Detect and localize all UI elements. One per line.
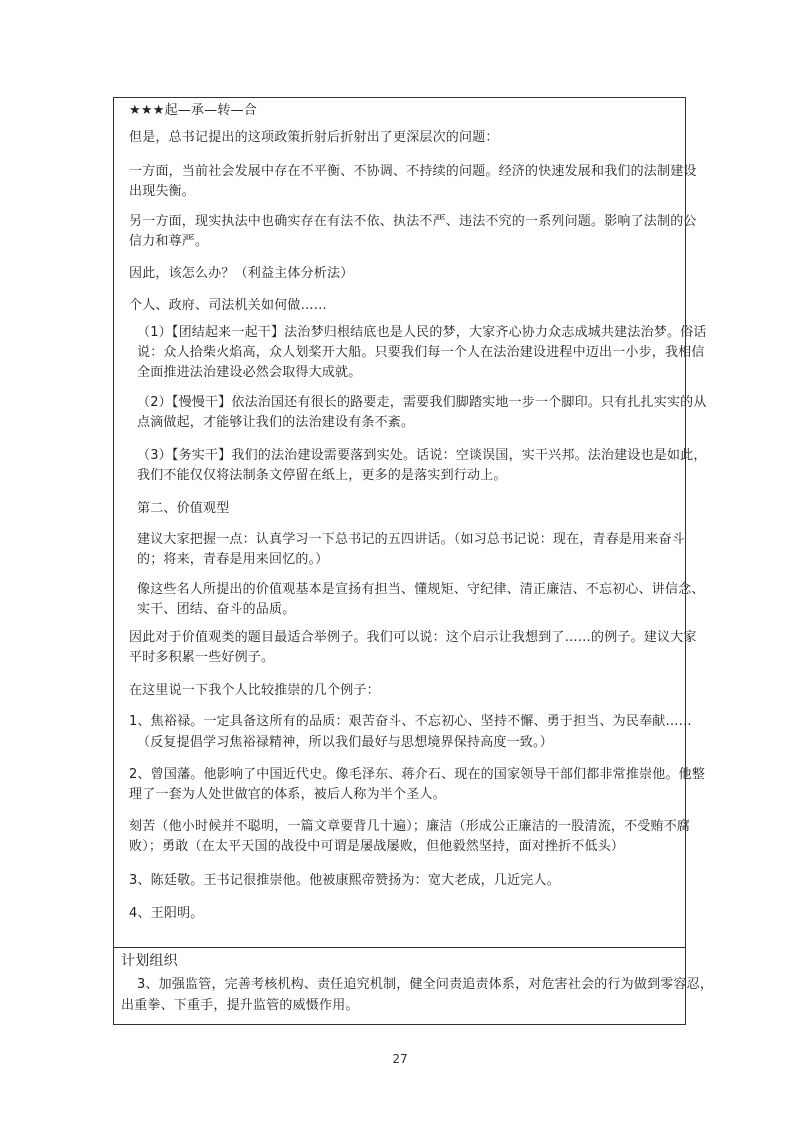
paragraph: 4、王阳明。 bbox=[129, 906, 204, 921]
paragraph-line: 建议大家把握一点：认真学习一下总书记的五四讲话。（如习总书记说：现在，青春是用来奋斗 bbox=[137, 532, 685, 547]
paragraph-line: 的；将来，青春是用来回忆的。） bbox=[137, 552, 329, 567]
section-divider bbox=[113, 947, 686, 948]
paragraph-line: 因此对于价值观类的题目最适合举例子。我们可以说：这个启示让我想到了……的例子。建议大家 bbox=[129, 630, 697, 645]
method-heading: ★★★起—承—转—合 bbox=[129, 103, 257, 118]
paragraph-line: 像这些名人所提出的价值观基本是宣扬有担当、懂规矩、守纪律、清正廉洁、不忘初心、讲信念、 bbox=[137, 582, 705, 597]
paragraph: 但是，总书记提出的这项政策折射后折射出了更深层次的问题： bbox=[129, 130, 499, 145]
paragraph-line: 实干、团结、奋斗的品质。 bbox=[137, 602, 296, 617]
paragraph: 个人、政府、司法机关如何做…… bbox=[129, 298, 328, 313]
paragraph-line: 2、曾国藩。他影响了中国近代史。像毛泽东、蒋介石、现在的国家领导干部们都非常推崇他。他整 bbox=[129, 767, 706, 782]
paragraph-line: 平时多积累一些好例子。 bbox=[129, 650, 275, 665]
section-label: 计划组织 bbox=[121, 953, 178, 969]
section-subheading: 第二、价值观型 bbox=[137, 501, 230, 516]
paragraph-line: 1、焦裕禄。一定具备这所有的品质：艰苦奋斗、不忘初心、坚持不懈、勇于担当、为民奉献…… bbox=[129, 714, 692, 729]
paragraph-line: 说：众人拾柴火焰高，众人划桨开大船。只要我们每一个人在法治建设进程中迈出一小步，我相信 bbox=[137, 345, 705, 360]
paragraph-line: 败）；勇敢（在太平天国的战役中可谓是屡战屡败，但他毅然坚持，面对挫折不低头） bbox=[129, 839, 625, 854]
paragraph-line: 另一方面，现实执法中也确实存在有法不依、执法不严、违法不究的一系列问题。影响了法制的公 bbox=[129, 214, 697, 229]
paragraph: 在这里说一下我个人比较推崇的几个例子： bbox=[129, 683, 380, 698]
paragraph-line: （1）【团结起来一起干】法治梦归根结底也是人民的梦，大家齐心协力众志成城共建法治梦。俗话 bbox=[137, 325, 707, 340]
paragraph: 3、陈廷敬。王书记很推崇他。他被康熙帝赞扬为：宽大老成，几近完人。 bbox=[129, 873, 560, 888]
page-number: 27 bbox=[392, 1052, 408, 1066]
paragraph-line: （反复提倡学习焦裕禄精神，所以我们最好与思想境界保持高度一致。） bbox=[137, 735, 553, 750]
paragraph-line: （3）【务实干】我们的法治建设需要落到实处。话说：空谈误国，实干兴邦。法治建设也是如此， bbox=[137, 448, 707, 463]
paragraph-line: 出重拳、下重手，提升监管的威慑作用。 bbox=[121, 998, 359, 1013]
paragraph-line: 出现失衡。 bbox=[129, 184, 196, 199]
paragraph-line: 我们不能仅仅将法制条文停留在纸上，更多的是落实到行动上。 bbox=[137, 468, 507, 483]
paragraph-line: 信力和尊严。 bbox=[129, 234, 209, 249]
paragraph-line: 一方面，当前社会发展中存在不平衡、不协调、不持续的问题。经济的快速发展和我们的法制建设 bbox=[129, 164, 697, 179]
paragraph-line: （2）【慢慢干】依法治国还有很长的路要走，需要我们脚踏实地一步一个脚印。只有扎扎实实的从 bbox=[137, 395, 707, 410]
paragraph-line: 理了一套为人处世做官的体系，被后人称为半个圣人。 bbox=[129, 787, 446, 802]
paragraph: 因此，该怎么办？（利益主体分析法） bbox=[129, 266, 354, 281]
paragraph-line: 3、加强监管，完善考核机构、责任追究机制，健全问责追责体系，对危害社会的行为做到零容忍， bbox=[137, 977, 714, 992]
paragraph-line: 全面推进法治建设必然会取得大成就。 bbox=[137, 365, 362, 380]
paragraph-line: 点滴做起，才能够让我们的法治建设有条不紊。 bbox=[137, 415, 415, 430]
paragraph-line: 刻苦（他小时候并不聪明，一篇文章要背几十遍）；廉洁（形成公正廉洁的一股清流，不受贿不腐 bbox=[129, 819, 691, 834]
